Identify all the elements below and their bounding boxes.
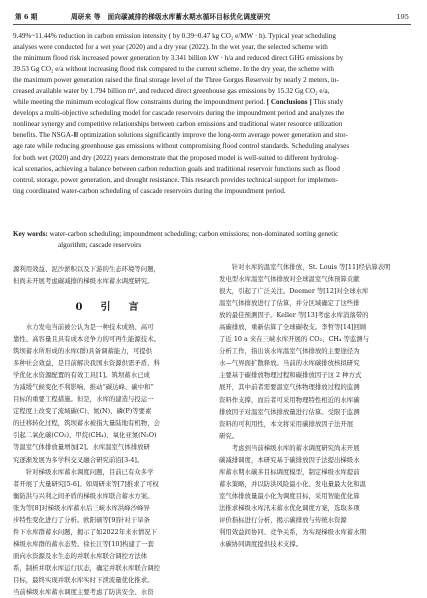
body-line: 等温室气体排放量增加[2]。水库温室气体排放研: [13, 443, 150, 452]
body-line: 放的最佳预测因子。Keller 等[13]考虑水库消落带的: [219, 311, 369, 320]
body-line: 发电型水库温室气体排放对全球温室气体预算贡献: [219, 275, 360, 284]
body-line: 水碳协同调度提供技术支撑。: [219, 540, 303, 549]
body-line: 学优化水资源配置的有效工具[1]。筑坝蓄水已成: [13, 371, 150, 380]
body-line: 利用效益间协同、竞争关系，为实现梯级水库蓄水期: [219, 528, 366, 537]
body-line: 者开展了大量研究[5-6]。如周研来等[7]推求了可权: [13, 479, 159, 488]
body-line: 分析工作，指出该水库温室气体排放的主要途径为: [219, 347, 360, 356]
body-line: 库蓄水期水碳多目标调度模型，制定梯级水库提前: [219, 467, 360, 476]
left-column-top: [13, 263, 205, 287]
abstract-line: nonlinear synergy and competitive relationships between carbon emissions and traditional water resource utilization: [13, 120, 343, 129]
body-line: 室气体排放量最小化为调度目标，采用智能优化算: [219, 491, 360, 500]
running-title: 周研来 等 面向碳减排的梯级水库蓄水期水循环目标优化调度研究: [71, 13, 271, 21]
right-column: [219, 261, 411, 550]
body-line: 衡防洪与兴利之间矛盾的梯级水库联合蓄水方案。: [13, 491, 154, 500]
abstract-line: the minimum flood risk increased power generation by 3.341 billion kW · h/a and reduced direct GHG emissions by: [13, 54, 344, 63]
keywords-label: Key words:: [13, 230, 48, 238]
abstract-line: creased available water by 1.794 billion m³, and reduced direct greenhouse gas emissions by 15.32 Gg CO₂ e/a,: [13, 87, 330, 96]
body-line: 面向水资源及水生态的并联水库联合调控方法体: [13, 551, 148, 560]
body-line: 目标的重要工程措施。但是，水库的建造与投运一: [13, 395, 154, 404]
body-line: 梯级水库群的蓄水态势。徐长江等[10]构建了一套: [13, 539, 154, 548]
body-line: 系，制析并联水库运行状态，确定并联水库联合调控: [13, 563, 160, 572]
abstract-line: develops a multi-objective scheduling model for cascade reservoirs during the impoundment period and analyzes the: [13, 109, 345, 118]
body-line: 源利用效益、泥沙淤积以及下游的生态环境等问题，: [13, 265, 160, 273]
body-line: 排放因子对温室气体排放量进行估算。受限于监测: [219, 407, 360, 416]
body-line: 资料的可利用性，本文将采用碳排放因子法开展: [219, 419, 354, 428]
body-line: 很大，引起了广泛关注。Deemer 等[12]对全球水库: [219, 287, 369, 296]
abstract-line: age rate while reducing greenhouse gas emissions without compromising flood control standards. Scheduling analyses: [13, 142, 350, 151]
abstract-line: [13, 97, 411, 108]
conclusions-label: [ Conclusions ]: [266, 98, 312, 107]
body-line: 但尚未开展考虑碳减排的梯级水库蓄水调度研究。: [13, 277, 154, 286]
body-line: 资料作支撑，而后者可采用物理特性相近的水库碳: [219, 395, 360, 404]
body-line: 水力发电当前被公认为是一种技术成熟、高可: [13, 323, 154, 331]
section-title: 0 引 言: [75, 302, 143, 313]
body-line: 的迁移转化过程，筑坝蓄水被指大量陆地有机物，会: [13, 419, 160, 428]
body-line: 水—气界面扩散释放。当前的水库碳排放核拟研究: [219, 359, 360, 368]
body-line: 碳减排调度，本研究基于碳排放因子法提出梯级水: [219, 455, 360, 464]
abstract-line: the maximum power generation raised the final storage level of the Three Gorges Reservoir by nearly 2 meters, in-: [13, 76, 339, 85]
body-line: 展开，其中前者需要温室气体物理排放过程的监测: [219, 383, 360, 392]
body-line: 主要基于碳排放物理过程和碳排放因子这 2 种方式: [219, 371, 362, 380]
body-line: 了近 10 a 来在三峡水库开展的 CO₂、CH₄ 等监测与: [219, 335, 370, 344]
keywords: [13, 229, 411, 251]
body-line: 当前梯级水库蓄水调度主要考虑了防洪安全、水资: [13, 588, 154, 597]
abstract-line: ical scenarios, achieving a balance between carbon reduction goals and traditional reservoir functions such as flood: [13, 164, 340, 173]
body-line: 目标，最终实现并联水库实时下泄流量优化推求。: [13, 575, 154, 584]
body-line: 筑坝蓄水所形成的水库(群)具备调蓄能力，可提供: [13, 347, 153, 356]
abstract-line: ting coordinated water-carbon scheduling of cascade reservoirs during the impoundment period.: [13, 186, 286, 195]
abstract-text: This study: [313, 98, 344, 107]
abstract-line: 39.53 Gg CO₂ e/a without increasing flood risk compared to the current scheme. In the dry year, the scheme with: [13, 65, 334, 74]
body-line: 件下水库群蓄水问题，揭示了如2022年来水情况下: [13, 527, 158, 536]
body-line: 考虑到当前梯级水库的蓄水调度研究尚未开展: [219, 443, 360, 452]
abstract-line: for both wet (2020) and dry (2022) years demonstrate that the proposed model is well-suited to different hydrolog-: [13, 153, 339, 162]
body-line: 针对梯级水库蓄水调度问题，目前已有众多学: [13, 467, 154, 476]
body-line: 靠性、高容量且具有成本竞争力的可再生能源技术。: [13, 335, 160, 344]
abstract-line: control, storage, power generation, and drought resistance. This research provides technical support for implemen-: [13, 175, 339, 184]
page-number: 195: [396, 13, 409, 21]
body-line: 步特性变化进行了分析。欧阳硕等[9]针对干旱条: [13, 515, 150, 524]
abstract-line: benefits. The NSGA-Ⅲ optimization solutions significantly improve the long-term average power generation and stor-: [13, 131, 348, 140]
left-column-body: [13, 321, 205, 598]
body-line: 法推求梯级水库汛末蓄水优化调度方案，选取多项: [219, 503, 360, 512]
body-line: 多种社会效益，是目前解决我国水资源供需矛盾、科: [13, 359, 160, 368]
keywords-line: algorithm; cascade reservoirs: [58, 241, 142, 249]
body-line: 高碳排放，重新估算了全球碳收支。李哲等[14]回顾: [219, 323, 367, 332]
keywords-line: water-carbon scheduling; impoundment scheduling; carbon emissions; non-dominated sorting genetic: [49, 230, 339, 238]
body-line: 定程度上改变了流域碳(C)、氮(N)、磷(P)等要素: [13, 407, 152, 416]
abstract-text: while meeting the minimum ecological flow constraints during the impoundment period.: [13, 98, 265, 107]
body-line: 究逐渐发展为多学科交叉融合研究前沿[3-4]。: [13, 455, 144, 464]
english-abstract: [13, 31, 411, 197]
body-line: 针对水库的温室气体排放，St. Louis 等[11]经估算表明: [219, 263, 391, 271]
body-line: 为减缓气候变化不利影响、推动“碳达峰、碳中和”: [13, 383, 154, 392]
body-line: 温室气体排放进行了估算，并分区域确定了这些排: [219, 299, 360, 308]
body-line: 研究。: [219, 431, 239, 440]
body-line: 评价指标进行分析，揭示碳排放与传统水资源: [219, 515, 347, 524]
body-line: 张为等[8]对梯级水库蓄水后三峡水库洪峰沙峰异: [13, 503, 150, 512]
body-line: 引起二氧化碳(CO₂)、甲烷(CH₄)、氧化亚氮(N₂O): [13, 431, 157, 440]
issue-number: 第 6 期: [15, 13, 38, 21]
abstract-line: 9.49%~11.44% reduction in carbon emission intensity ( by 0.39~0.47 kg CO₂ e/MW · h). Typical year scheduling: [13, 32, 336, 40]
running-header: [13, 10, 411, 25]
body-line: 蓄水策略，并以防洪风险最小化、发电量最大化和温: [219, 479, 366, 488]
abstract-line: analyses were conducted for a wet year (2020) and a dry year (2022). In the wet year, the selected scheme with: [13, 43, 328, 52]
